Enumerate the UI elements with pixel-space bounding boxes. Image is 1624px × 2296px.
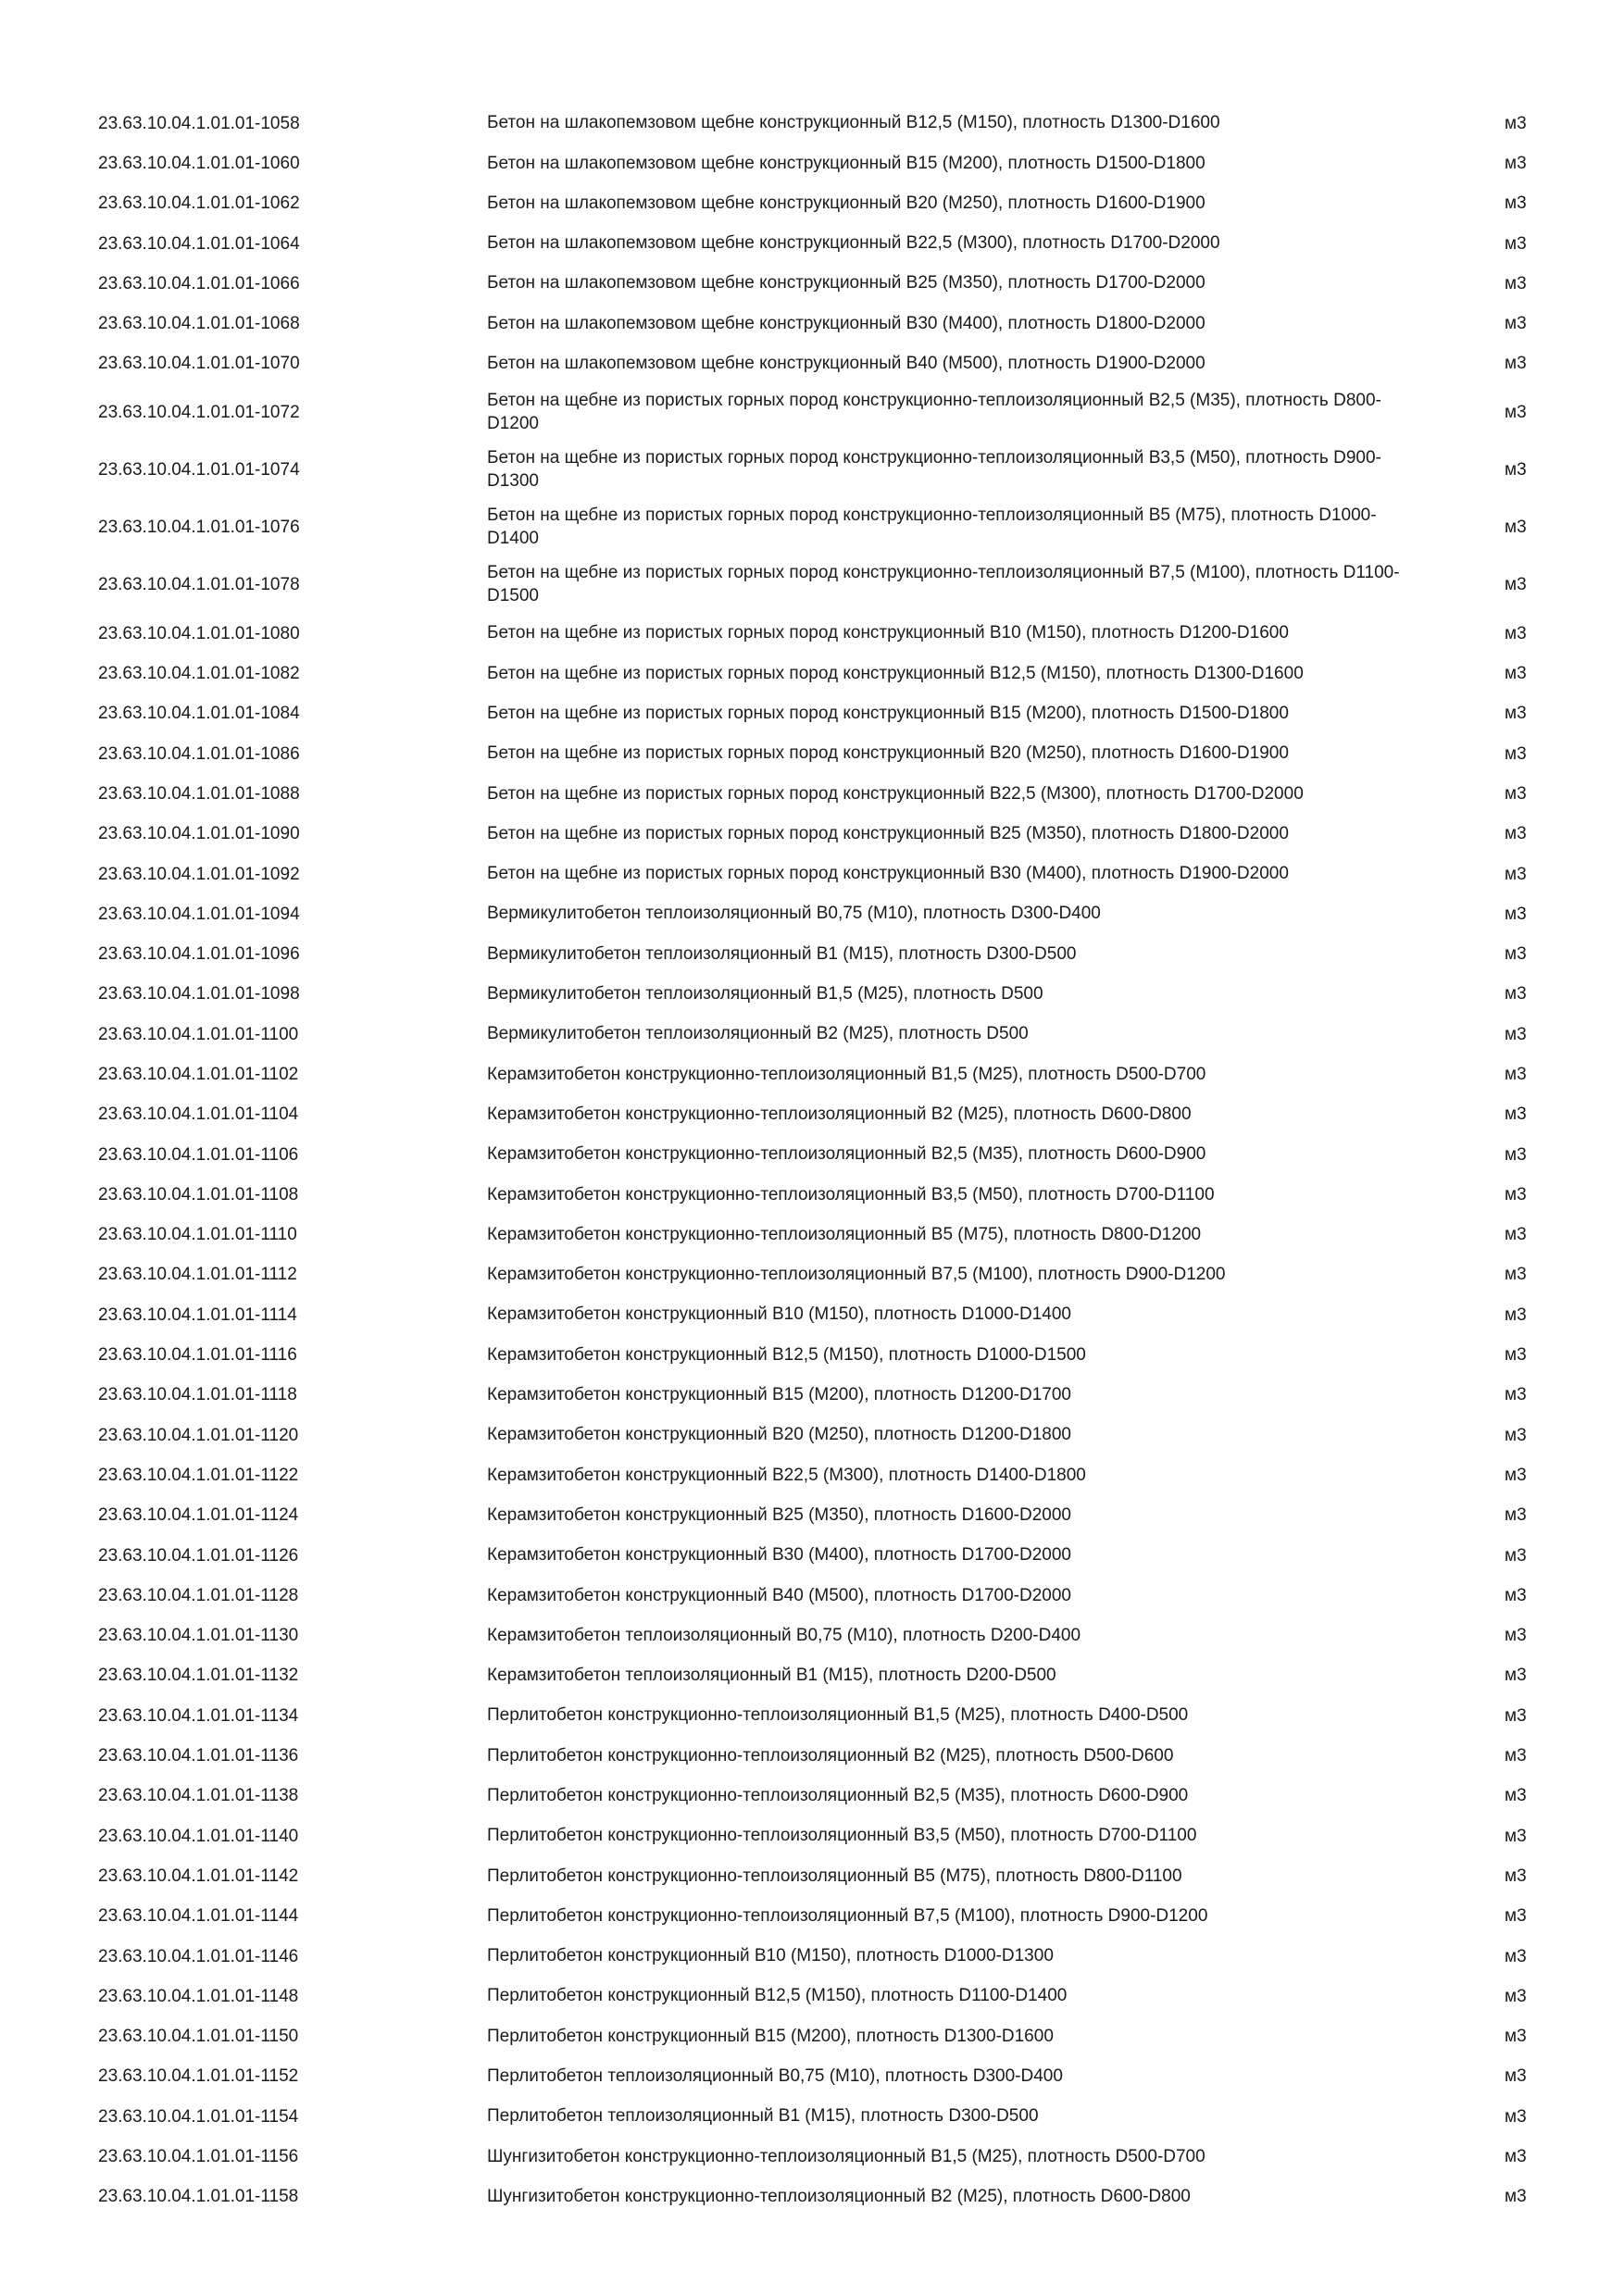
table-row <box>0 1656 1624 1696</box>
resource-code: 23.63.10.04.1.01.01-1096 <box>98 944 300 965</box>
unit-of-measure: м3 <box>1505 664 1527 684</box>
unit-of-measure: м3 <box>1505 1585 1527 1605</box>
resource-name: Бетон на шлакопемзовом щебне конструкционный В20 (М250), плотность D1600-D1900 <box>487 193 1206 213</box>
resource-name: Керамзитобетон конструкционный В10 (М150), плотность D1000-D1400 <box>487 1304 1071 1325</box>
unit-of-measure: м3 <box>1505 704 1527 724</box>
table-row <box>0 815 1624 855</box>
unit-of-measure: м3 <box>1505 1385 1527 1405</box>
resource-code: 23.63.10.04.1.01.01-1104 <box>98 1104 299 1125</box>
table-row <box>0 1576 1624 1616</box>
unit-of-measure: м3 <box>1505 1705 1527 1726</box>
resource-name: Керамзитобетон конструкционно-теплоизоляционный В1,5 (М25), плотность D500-D700 <box>487 1064 1206 1084</box>
resource-code: 23.63.10.04.1.01.01-1076 <box>98 518 300 538</box>
resource-code: 23.63.10.04.1.01.01-1124 <box>98 1505 299 1526</box>
resource-code: 23.63.10.04.1.01.01-1150 <box>98 2027 299 2047</box>
table-row <box>0 694 1624 734</box>
resource-code: 23.63.10.04.1.01.01-1098 <box>98 984 300 1004</box>
resource-code: 23.63.10.04.1.01.01-1148 <box>98 1986 299 2006</box>
resource-name: Бетон на щебне из пористых горных пород конструкционный В20 (М250), плотность D1600-D1900 <box>487 743 1289 764</box>
unit-of-measure: м3 <box>1505 1304 1527 1325</box>
resource-code: 23.63.10.04.1.01.01-1108 <box>98 1184 299 1204</box>
resource-code: 23.63.10.04.1.01.01-1070 <box>98 354 300 374</box>
resource-code: 23.63.10.04.1.01.01-1068 <box>98 314 300 334</box>
table-row <box>0 442 1624 499</box>
resource-code: 23.63.10.04.1.01.01-1100 <box>98 1024 299 1044</box>
table-row <box>0 1616 1624 1656</box>
resource-code: 23.63.10.04.1.01.01-1066 <box>98 273 300 293</box>
table-row <box>0 1095 1624 1135</box>
table-row <box>0 1376 1624 1416</box>
unit-of-measure: м3 <box>1505 944 1527 965</box>
resource-code: 23.63.10.04.1.01.01-1136 <box>98 1746 299 1766</box>
resource-name: Перлитобетон конструкционно-теплоизоляционный В5 (М75), плотность D800-D1100 <box>487 1866 1182 1886</box>
resource-code: 23.63.10.04.1.01.01-1078 <box>98 575 300 595</box>
unit-of-measure: м3 <box>1505 193 1527 214</box>
resource-name: Перлитобетон конструкционный В10 (М150), плотность D1000-D1300 <box>487 1946 1054 1966</box>
resource-name: Керамзитобетон конструкционно-теплоизоляционный В2,5 (М35), плотность D600-D900 <box>487 1144 1206 1165</box>
table-row <box>0 1696 1624 1736</box>
unit-of-measure: м3 <box>1505 1425 1527 1445</box>
unit-of-measure: м3 <box>1505 2147 1527 2166</box>
resource-name: Керамзитобетон конструкционный В15 (М200), плотность D1200-D1700 <box>487 1385 1071 1405</box>
table-row <box>0 654 1624 693</box>
table-row <box>0 1736 1624 1776</box>
unit-of-measure: м3 <box>1505 1505 1527 1526</box>
resource-name: Перлитобетон конструкционно-теплоизоляционный В1,5 (М25), плотность D400-D500 <box>487 1705 1189 1726</box>
resource-code: 23.63.10.04.1.01.01-1132 <box>98 1666 299 1686</box>
unit-of-measure: м3 <box>1505 824 1527 844</box>
resource-code: 23.63.10.04.1.01.01-1112 <box>98 1265 297 1285</box>
resource-code: 23.63.10.04.1.01.01-1116 <box>98 1345 297 1366</box>
resource-code: 23.63.10.04.1.01.01-1142 <box>98 1866 299 1886</box>
resource-name: Шунгизитобетон конструкционно-теплоизоляционный В2 (М25), плотность D600-D800 <box>487 2186 1191 2206</box>
resource-code: 23.63.10.04.1.01.01-1092 <box>98 864 300 884</box>
resource-name: Керамзитобетон конструкционный В20 (М250), плотность D1200-D1800 <box>487 1425 1071 1445</box>
table-row <box>0 1335 1624 1375</box>
resource-name: Вермикулитобетон теплоизоляционный В0,75 (М10), плотность D300-D400 <box>487 904 1101 924</box>
table-row <box>0 1216 1624 1255</box>
resource-name: Перлитобетон конструкционный В15 (М200), плотность D1300-D1600 <box>487 2026 1054 2046</box>
table-row <box>0 614 1624 654</box>
resource-name: Бетон на щебне из пористых горных пород конструкционно-теплоизоляционный В2,5 (М35), плотность D800-D1200 <box>487 391 1381 434</box>
resource-name: Керамзитобетон теплоизоляционный В1 (М15), плотность D200-D500 <box>487 1666 1056 1686</box>
table-row <box>0 1054 1624 1094</box>
resource-name: Бетон на щебне из пористых горных пород конструкционный В22,5 (М300), плотность D1700-D2000 <box>487 783 1304 804</box>
resource-code: 23.63.10.04.1.01.01-1146 <box>98 1946 299 1966</box>
unit-of-measure: м3 <box>1505 904 1527 924</box>
unit-of-measure: м3 <box>1505 743 1527 764</box>
resource-code: 23.63.10.04.1.01.01-1074 <box>98 460 300 480</box>
unit-of-measure: м3 <box>1505 1184 1527 1204</box>
unit-of-measure: м3 <box>1505 575 1527 595</box>
unit-of-measure: м3 <box>1505 518 1527 538</box>
unit-of-measure: м3 <box>1505 1906 1527 1927</box>
table-row <box>0 855 1624 894</box>
resource-name: Перлитобетон конструкционно-теплоизоляционный В7,5 (М100), плотность D900-D1200 <box>487 1905 1208 1926</box>
resource-code: 23.63.10.04.1.01.01-1126 <box>98 1545 299 1566</box>
resource-name: Бетон на щебне из пористых горных пород конструкционно-теплоизоляционный В3,5 (М50), плотность D900-D1300 <box>487 448 1381 492</box>
resource-code: 23.63.10.04.1.01.01-1140 <box>98 1826 299 1846</box>
unit-of-measure: м3 <box>1505 1666 1527 1686</box>
resource-name: Керамзитобетон теплоизоляционный В0,75 (М10), плотность D200-D400 <box>487 1625 1081 1645</box>
table-row <box>0 1977 1624 2016</box>
resource-name: Перлитобетон конструкционно-теплоизоляционный В2,5 (М35), плотность D600-D900 <box>487 1785 1189 1805</box>
resource-name: Бетон на щебне из пористых горных пород конструкционный В25 (М350), плотность D1800-D2000 <box>487 823 1289 843</box>
unit-of-measure: м3 <box>1505 233 1527 254</box>
resource-code: 23.63.10.04.1.01.01-1114 <box>98 1304 297 1325</box>
table-row <box>0 2057 1624 2097</box>
resource-code: 23.63.10.04.1.01.01-1158 <box>98 2187 299 2207</box>
resource-code: 23.63.10.04.1.01.01-1128 <box>98 1585 299 1605</box>
table-row <box>0 384 1624 442</box>
resource-name: Керамзитобетон конструкционный В22,5 (М300), плотность D1400-D1800 <box>487 1465 1086 1485</box>
resource-code: 23.63.10.04.1.01.01-1122 <box>98 1465 299 1485</box>
table-row <box>0 224 1624 264</box>
table-row <box>0 184 1624 224</box>
unit-of-measure: м3 <box>1505 1866 1527 1886</box>
resource-name: Бетон на щебне из пористых горных пород конструкционно-теплоизоляционный В5 (М75), плотность D1000-D1400 <box>487 505 1377 549</box>
resource-code: 23.63.10.04.1.01.01-1080 <box>98 623 300 643</box>
table-row <box>0 1856 1624 1896</box>
table-row <box>0 1777 1624 1816</box>
resource-code: 23.63.10.04.1.01.01-1058 <box>98 113 300 133</box>
unit-of-measure: м3 <box>1505 984 1527 1004</box>
resource-name: Бетон на щебне из пористых горных пород конструкционный В10 (М150), плотность D1200-D1600 <box>487 623 1289 643</box>
table-row <box>0 344 1624 384</box>
table-row <box>0 1455 1624 1495</box>
resource-name: Перлитобетон конструкционно-теплоизоляционный В3,5 (М50), плотность D700-D1100 <box>487 1826 1197 1846</box>
resource-code: 23.63.10.04.1.01.01-1088 <box>98 783 300 804</box>
resource-name: Перлитобетон конструкционный В12,5 (М150), плотность D1100-D1400 <box>487 1986 1068 2006</box>
unit-of-measure: м3 <box>1505 403 1527 423</box>
resource-name: Вермикулитобетон теплоизоляционный В1 (М15), плотность D300-D500 <box>487 943 1077 964</box>
unit-of-measure: м3 <box>1505 1545 1527 1566</box>
unit-of-measure: м3 <box>1505 1104 1527 1125</box>
resource-code: 23.63.10.04.1.01.01-1154 <box>98 2106 299 2127</box>
resource-name: Керамзитобетон конструкционно-теплоизоляционный В7,5 (М100), плотность D900-D1200 <box>487 1265 1226 1285</box>
table-row <box>0 304 1624 343</box>
table-row <box>0 1816 1624 1856</box>
table-row <box>0 975 1624 1015</box>
unit-of-measure: м3 <box>1505 113 1527 133</box>
materials-table <box>0 104 1624 2217</box>
unit-of-measure: м3 <box>1505 1265 1527 1285</box>
resource-name: Бетон на щебне из пористых горных пород конструкционный В30 (М400), плотность D1900-D2000 <box>487 864 1289 884</box>
resource-name: Бетон на шлакопемзовом щебне конструкционный В22,5 (М300), плотность D1700-D2000 <box>487 233 1220 254</box>
resource-name: Керамзитобетон конструкционно-теплоизоляционный В3,5 (М50), плотность D700-D1100 <box>487 1184 1215 1204</box>
resource-code: 23.63.10.04.1.01.01-1072 <box>98 403 300 423</box>
resource-code: 23.63.10.04.1.01.01-1144 <box>98 1906 299 1927</box>
table-row <box>0 556 1624 614</box>
unit-of-measure: м3 <box>1505 1225 1527 1245</box>
unit-of-measure: м3 <box>1505 1746 1527 1766</box>
table-row <box>0 1015 1624 1054</box>
unit-of-measure: м3 <box>1505 2106 1527 2127</box>
resource-name: Бетон на шлакопемзовом щебне конструкционный В30 (М400), плотность D1800-D2000 <box>487 313 1206 333</box>
unit-of-measure: м3 <box>1505 1786 1527 1806</box>
unit-of-measure: м3 <box>1505 623 1527 643</box>
resource-code: 23.63.10.04.1.01.01-1120 <box>98 1425 299 1445</box>
unit-of-measure: м3 <box>1505 1626 1527 1646</box>
resource-code: 23.63.10.04.1.01.01-1130 <box>98 1626 299 1646</box>
resource-name: Керамзитобетон конструкционный В12,5 (М150), плотность D1000-D1500 <box>487 1344 1086 1365</box>
resource-name: Бетон на шлакопемзовом щебне конструкционный В40 (М500), плотность D1900-D2000 <box>487 354 1206 374</box>
unit-of-measure: м3 <box>1505 1465 1527 1485</box>
resource-name: Бетон на шлакопемзовом щебне конструкционный В15 (М200), плотность D1500-D1800 <box>487 153 1206 173</box>
table-row <box>0 2177 1624 2217</box>
table-row <box>0 144 1624 183</box>
table-row <box>0 1536 1624 1576</box>
unit-of-measure: м3 <box>1505 2027 1527 2047</box>
resource-code: 23.63.10.04.1.01.01-1064 <box>98 233 300 254</box>
unit-of-measure: м3 <box>1505 1345 1527 1366</box>
unit-of-measure: м3 <box>1505 1946 1527 1966</box>
resource-code: 23.63.10.04.1.01.01-1134 <box>98 1705 299 1726</box>
unit-of-measure: м3 <box>1505 460 1527 480</box>
table-row <box>0 894 1624 934</box>
table-row <box>0 2137 1624 2177</box>
resource-name: Перлитобетон теплоизоляционный В0,75 (М10), плотность D300-D400 <box>487 2066 1063 2087</box>
unit-of-measure: м3 <box>1505 864 1527 884</box>
resource-name: Бетон на щебне из пористых горных пород конструкционный В12,5 (М150), плотность D1300-D1600 <box>487 663 1304 683</box>
resource-code: 23.63.10.04.1.01.01-1090 <box>98 824 300 844</box>
resource-name: Вермикулитобетон теплоизоляционный В2 (М25), плотность D500 <box>487 1024 1029 1044</box>
unit-of-measure: м3 <box>1505 1024 1527 1044</box>
resource-code: 23.63.10.04.1.01.01-1060 <box>98 153 300 173</box>
resource-name: Керамзитобетон конструкционно-теплоизоляционный В5 (М75), плотность D800-D1200 <box>487 1224 1202 1244</box>
resource-code: 23.63.10.04.1.01.01-1084 <box>98 704 300 724</box>
table-row <box>0 934 1624 974</box>
unit-of-measure: м3 <box>1505 1826 1527 1846</box>
unit-of-measure: м3 <box>1505 2187 1527 2207</box>
resource-code: 23.63.10.04.1.01.01-1082 <box>98 664 300 684</box>
table-row <box>0 1295 1624 1335</box>
resource-code: 23.63.10.04.1.01.01-1138 <box>98 1786 299 1806</box>
table-row <box>0 1897 1624 1937</box>
table-row <box>0 264 1624 304</box>
resource-code: 23.63.10.04.1.01.01-1106 <box>98 1144 299 1165</box>
resource-name: Перлитобетон конструкционно-теплоизоляционный В2 (М25), плотность D500-D600 <box>487 1745 1174 1766</box>
resource-name: Керамзитобетон конструкционный В40 (М500), плотность D1700-D2000 <box>487 1585 1071 1605</box>
table-row <box>0 1175 1624 1215</box>
resource-name: Бетон на щебне из пористых горных пород конструкционно-теплоизоляционный В7,5 (М100), плотность D1100-D1500 <box>487 563 1400 606</box>
resource-name: Бетон на шлакопемзовом щебне конструкционный В12,5 (М150), плотность D1300-D1600 <box>487 113 1220 133</box>
resource-code: 23.63.10.04.1.01.01-1086 <box>98 743 300 764</box>
resource-name: Перлитобетон теплоизоляционный В1 (М15), плотность D300-D500 <box>487 2106 1039 2127</box>
resource-code: 23.63.10.04.1.01.01-1102 <box>98 1064 299 1084</box>
resource-code: 23.63.10.04.1.01.01-1152 <box>98 2066 299 2087</box>
resource-name: Вермикулитобетон теплоизоляционный В1,5 (М25), плотность D500 <box>487 984 1043 1004</box>
table-row <box>0 1937 1624 1977</box>
table-row <box>0 499 1624 556</box>
unit-of-measure: м3 <box>1505 783 1527 804</box>
resource-code: 23.63.10.04.1.01.01-1156 <box>98 2147 299 2166</box>
resource-name: Бетон на шлакопемзовом щебне конструкционный В25 (М350), плотность D1700-D2000 <box>487 273 1206 293</box>
table-row <box>0 734 1624 774</box>
table-row <box>0 1496 1624 1536</box>
unit-of-measure: м3 <box>1505 2066 1527 2087</box>
table-row <box>0 104 1624 144</box>
unit-of-measure: м3 <box>1505 1144 1527 1165</box>
table-row <box>0 2097 1624 2137</box>
resource-name: Керамзитобетон конструкционный В30 (М400), плотность D1700-D2000 <box>487 1545 1071 1566</box>
table-row <box>0 2016 1624 2056</box>
table-row <box>0 1416 1624 1455</box>
unit-of-measure: м3 <box>1505 1986 1527 2006</box>
unit-of-measure: м3 <box>1505 153 1527 173</box>
resource-name: Бетон на щебне из пористых горных пород конструкционный В15 (М200), плотность D1500-D1800 <box>487 703 1289 723</box>
table-row <box>0 774 1624 814</box>
resource-code: 23.63.10.04.1.01.01-1094 <box>98 904 300 924</box>
resource-name: Шунгизитобетон конструкционно-теплоизоляционный В1,5 (М25), плотность D500-D700 <box>487 2146 1206 2166</box>
resource-code: 23.63.10.04.1.01.01-1110 <box>98 1225 297 1245</box>
resource-code: 23.63.10.04.1.01.01-1118 <box>98 1385 297 1405</box>
unit-of-measure: м3 <box>1505 1064 1527 1084</box>
table-row <box>0 1135 1624 1175</box>
unit-of-measure: м3 <box>1505 314 1527 334</box>
resource-name: Керамзитобетон конструкционный В25 (М350), плотность D1600-D2000 <box>487 1504 1071 1525</box>
table-row <box>0 1255 1624 1295</box>
unit-of-measure: м3 <box>1505 354 1527 374</box>
resource-code: 23.63.10.04.1.01.01-1062 <box>98 193 300 214</box>
resource-name: Керамзитобетон конструкционно-теплоизоляционный В2 (М25), плотность D600-D800 <box>487 1104 1192 1124</box>
unit-of-measure: м3 <box>1505 273 1527 293</box>
